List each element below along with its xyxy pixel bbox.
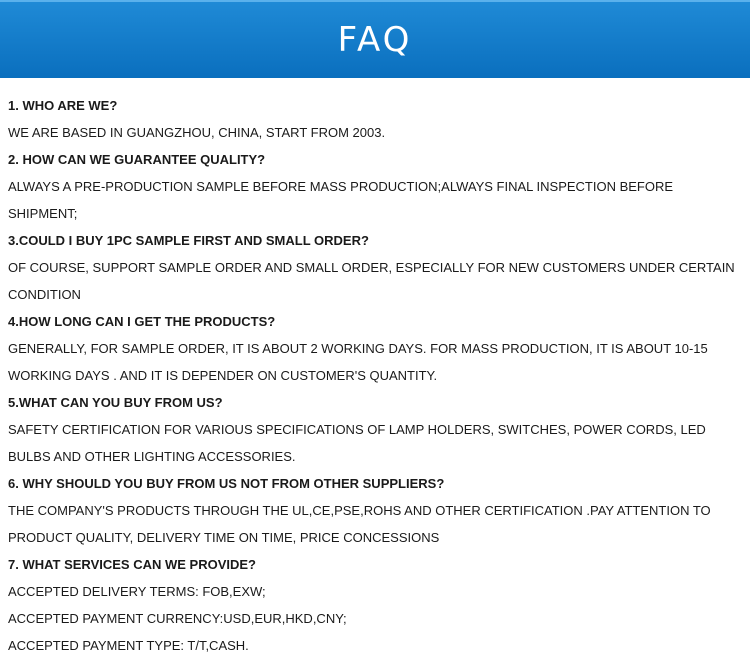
faq-item-6 xyxy=(8,470,742,551)
faq-question: 4.HOW LONG CAN I GET THE PRODUCTS? xyxy=(8,314,276,329)
page-title: FAQ xyxy=(337,20,413,60)
faq-item-1 xyxy=(8,92,742,146)
faq-question: 1. WHO ARE WE? xyxy=(8,98,118,113)
faq-answer: ACCEPTED DELIVERY TERMS: FOB,EXW; xyxy=(8,584,266,599)
faq-item-7 xyxy=(8,551,742,659)
faq-question: 7. WHAT SERVICES CAN WE PROVIDE? xyxy=(8,557,256,572)
faq-answer: ACCEPTED PAYMENT CURRENCY:USD,EUR,HKD,CNY; xyxy=(8,611,347,626)
faq-question: 5.WHAT CAN YOU BUY FROM US? xyxy=(8,395,223,410)
faq-item-4 xyxy=(8,308,742,389)
faq-answer: GENERALLY, FOR SAMPLE ORDER, IT IS ABOUT 2 WORKING DAYS. FOR MASS PRODUCTION, IT IS ABOUT 10-15 WORKING DAYS . AND IT IS DEPENDER ON CUSTOMER'S QUANTITY. xyxy=(8,341,708,383)
faq-answer: OF COURSE, SUPPORT SAMPLE ORDER AND SMALL ORDER, ESPECIALLY FOR NEW CUSTOMERS UNDER CERTAIN CONDITION xyxy=(8,260,735,302)
faq-banner xyxy=(0,0,750,78)
faq-answer: ACCEPTED PAYMENT TYPE: T/T,CASH. xyxy=(8,638,249,653)
faq-question: 2. HOW CAN WE GUARANTEE QUALITY? xyxy=(8,152,266,167)
faq-item-5 xyxy=(8,389,742,470)
faq-question: 6. WHY SHOULD YOU BUY FROM US NOT FROM OTHER SUPPLIERS? xyxy=(8,476,445,491)
faq-item-3 xyxy=(8,227,742,308)
faq-answer: SAFETY CERTIFICATION FOR VARIOUS SPECIFICATIONS OF LAMP HOLDERS, SWITCHES, POWER CORDS, LED BULBS AND OTHER LIGHTING ACCESSORIES. xyxy=(8,422,706,464)
faq-answer: ALWAYS A PRE-PRODUCTION SAMPLE BEFORE MASS PRODUCTION;ALWAYS FINAL INSPECTION BEFORE SHIPMENT; xyxy=(8,179,674,221)
faq-answer: WE ARE BASED IN GUANGZHOU, CHINA, START FROM 2003. xyxy=(8,125,386,140)
faq-item-2 xyxy=(8,146,742,227)
faq-question: 3.COULD I BUY 1PC SAMPLE FIRST AND SMALL ORDER? xyxy=(8,233,369,248)
faq-answer: THE COMPANY'S PRODUCTS THROUGH THE UL,CE,PSE,ROHS AND OTHER CERTIFICATION .PAY ATTENTION TO PRODUCT QUALITY, DELIVERY TIME ON TIME, PRICE CONCESSIONS xyxy=(8,503,711,545)
faq-list xyxy=(0,78,742,659)
